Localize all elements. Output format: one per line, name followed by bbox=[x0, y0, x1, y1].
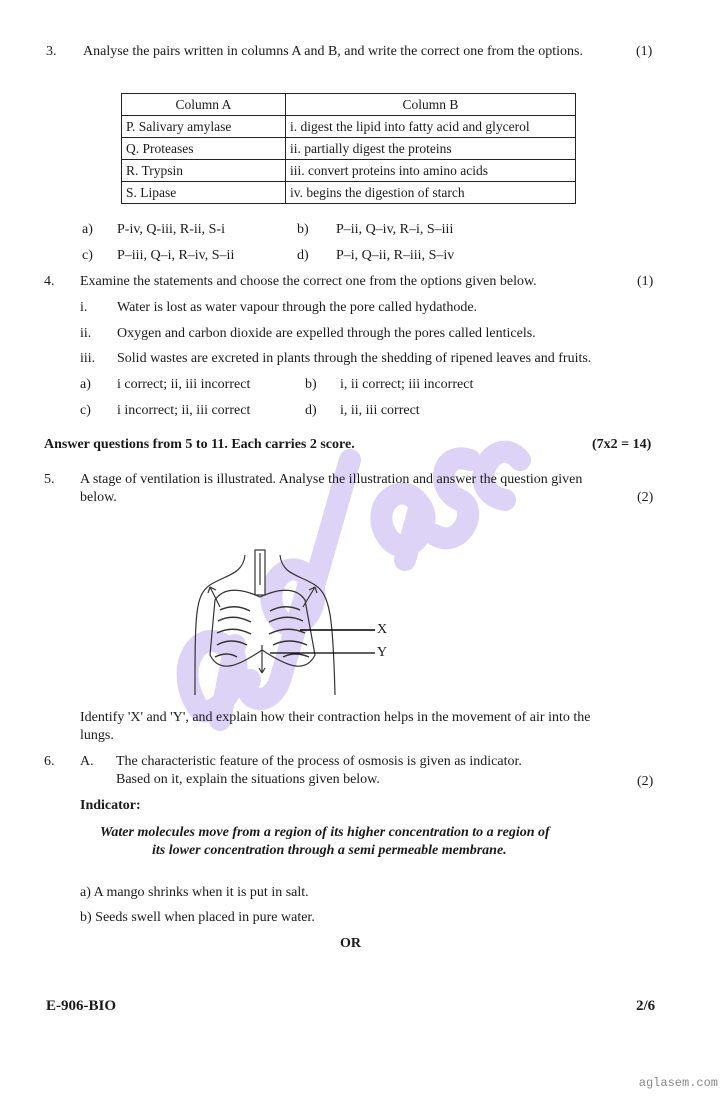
cell: iii. convert proteins into amino acids bbox=[286, 160, 576, 182]
indicator-text: Water molecules move from a region of its higher concentration to a region of bbox=[100, 825, 550, 840]
section-score: (7x2 = 14) bbox=[592, 437, 652, 452]
cell: ii. partially digest the proteins bbox=[286, 138, 576, 160]
site-name: aglasem.com bbox=[638, 1076, 718, 1090]
situation-b: b) Seeds swell when placed in pure water. bbox=[80, 910, 315, 925]
paper-code: E-906-BIO bbox=[46, 998, 117, 1014]
option-text: i, ii, iii correct bbox=[340, 403, 420, 418]
q6-number: 6. bbox=[44, 754, 55, 769]
option-text: i correct; ii, iii incorrect bbox=[117, 377, 251, 392]
option-key: a) bbox=[82, 222, 93, 237]
option-text: P-iv, Q-iii, R-ii, S-i bbox=[117, 222, 225, 237]
q3-score: (1) bbox=[636, 44, 653, 59]
cell: i. digest the lipid into fatty acid and glycerol bbox=[286, 116, 576, 138]
indicator-label: Indicator: bbox=[80, 798, 141, 813]
q5-text: below. bbox=[80, 490, 117, 505]
statement-key: ii. bbox=[80, 326, 92, 341]
header-column-b: Column B bbox=[286, 94, 576, 116]
q4-text: Examine the statements and choose the correct one from the options given below. bbox=[80, 274, 537, 289]
cell: P. Salivary amylase bbox=[122, 116, 286, 138]
option-text: i, ii correct; iii incorrect bbox=[340, 377, 474, 392]
statement-text: Solid wastes are excreted in plants through the shedding of ripened leaves and fruits. bbox=[117, 351, 592, 366]
q3-text: Analyse the pairs written in columns A and B, and write the correct one from the options. bbox=[83, 44, 583, 59]
table-row bbox=[122, 138, 576, 160]
q6-part: A. bbox=[80, 754, 94, 769]
cell: Q. Proteases bbox=[122, 138, 286, 160]
statement-key: i. bbox=[80, 300, 88, 315]
q5-number: 5. bbox=[44, 472, 55, 487]
option-key: b) bbox=[305, 377, 317, 392]
option-key: b) bbox=[297, 222, 309, 237]
statement-text: Water is lost as water vapour through the pore called hydathode. bbox=[117, 300, 478, 315]
cell: S. Lipase bbox=[122, 182, 286, 204]
option-key: a) bbox=[80, 377, 91, 392]
q5-question: Identify 'X' and 'Y', and explain how their contraction helps in the movement of air into the bbox=[80, 710, 591, 725]
q6-text: The characteristic feature of the process of osmosis is given as indicator. bbox=[116, 754, 522, 769]
option-key: d) bbox=[297, 248, 309, 263]
or-separator: OR bbox=[340, 936, 361, 951]
option-key: c) bbox=[82, 248, 93, 263]
q3-number: 3. bbox=[46, 44, 57, 59]
option-text: P–iii, Q–i, R–iv, S–ii bbox=[117, 248, 235, 263]
table-row bbox=[122, 160, 576, 182]
statement-key: iii. bbox=[80, 351, 96, 366]
situation-a: a) A mango shrinks when it is put in salt. bbox=[80, 885, 309, 900]
option-text: P–i, Q–ii, R–iii, S–iv bbox=[336, 248, 455, 263]
q6-text: Based on it, explain the situations given below. bbox=[116, 772, 380, 787]
section-instruction: Answer questions from 5 to 11. Each carries 2 score. bbox=[44, 437, 355, 452]
q6-score: (2) bbox=[637, 774, 654, 789]
option-text: i incorrect; ii, iii correct bbox=[117, 403, 251, 418]
option-key: c) bbox=[80, 403, 91, 418]
option-key: d) bbox=[305, 403, 317, 418]
option-text: P–ii, Q–iv, R–i, S–iii bbox=[336, 222, 454, 237]
cell: R. Trypsin bbox=[122, 160, 286, 182]
page-number: 2/6 bbox=[636, 998, 656, 1014]
q5-question: lungs. bbox=[80, 728, 114, 743]
cell: iv. begins the digestion of starch bbox=[286, 182, 576, 204]
label-x: X bbox=[377, 622, 388, 637]
indicator-text: its lower concentration through a semi permeable membrane. bbox=[152, 843, 507, 858]
header-column-a: Column A bbox=[122, 94, 286, 116]
table-row bbox=[122, 116, 576, 138]
statement-text: Oxygen and carbon dioxide are expelled through the pores called lenticels. bbox=[117, 326, 536, 341]
ribcage-diagram bbox=[175, 545, 400, 705]
table-row bbox=[122, 182, 576, 204]
q5-text: A stage of ventilation is illustrated. Analyse the illustration and answer the question given bbox=[80, 472, 583, 487]
match-table bbox=[121, 93, 576, 204]
q5-score: (2) bbox=[637, 490, 654, 505]
q4-score: (1) bbox=[637, 274, 654, 289]
label-y: Y bbox=[377, 645, 388, 660]
q4-number: 4. bbox=[44, 274, 55, 289]
